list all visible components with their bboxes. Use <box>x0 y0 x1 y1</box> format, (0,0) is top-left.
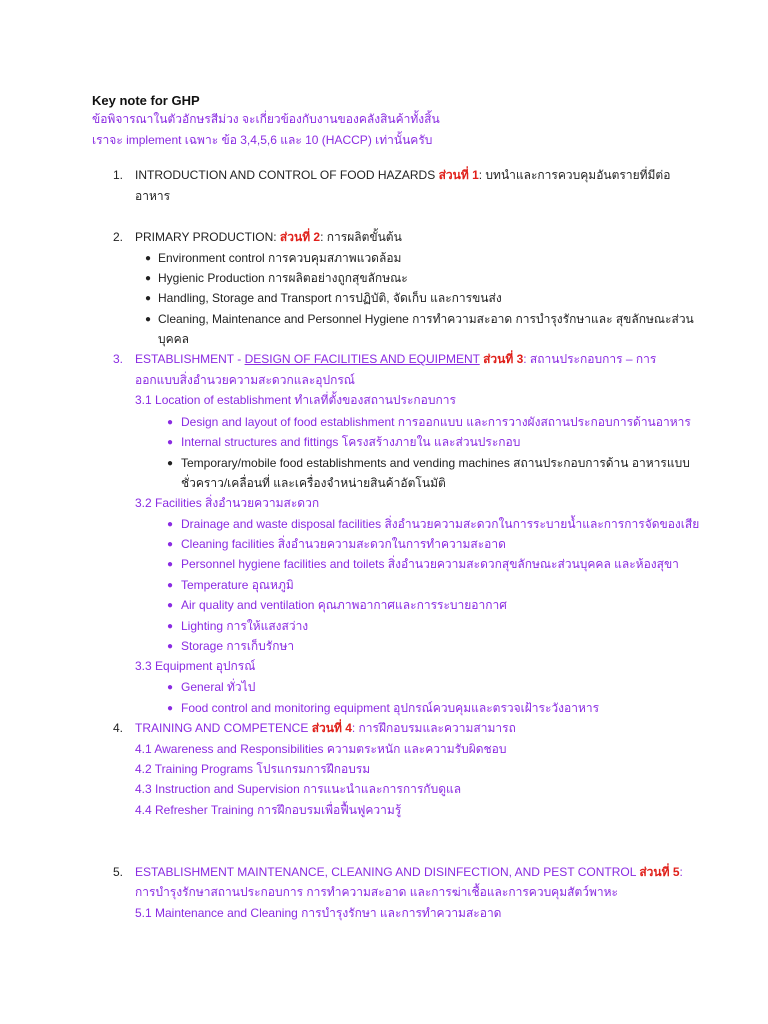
subsection-5-1: 5.1 Maintenance and Cleaning การบำรุงรักษา และการทำความสะอาด <box>135 906 502 920</box>
section-2-part: ส่วนที่ 2 <box>279 230 321 244</box>
section-4-title: TRAINING AND COMPETENCE <box>135 721 312 735</box>
section-3-desc: : สถานประกอบการ – การ <box>523 352 657 366</box>
list-item: General ทั่วไป <box>181 680 256 694</box>
section-4-desc: : การฝึกอบรมและความสามารถ <box>351 721 516 735</box>
section-2-desc: : การผลิตขั้นต้น <box>320 230 402 244</box>
list-item: Food control and monitoring equipment อุปกรณ์ควบคุมและตรวจเฝ้าระวังอาหาร <box>181 701 600 715</box>
list-item: Air quality and ventilation คุณภาพอากาศและการระบายอากาศ <box>181 598 507 612</box>
list-item: Hygienic Production การผลิตอย่างถูกสุขลักษณะ <box>158 271 408 285</box>
list-item: Internal structures and fittings โครงสร้างภายใน และส่วนประกอบ <box>181 435 521 449</box>
subsection-3-2: 3.2 Facilities สิ่งอำนวยความสะดวก <box>135 496 320 510</box>
section-4-heading <box>135 719 516 737</box>
section-1-title: INTRODUCTION AND CONTROL OF FOOD HAZARDS <box>135 168 439 182</box>
list-item: Temporary/mobile food establishments and vending machines สถานประกอบการด้าน อาหารแบบ <box>181 456 690 470</box>
section-5-title: ESTABLISHMENT MAINTENANCE, CLEANING AND DISINFECTION, AND PEST CONTROL <box>135 865 640 879</box>
section-4-number: 4. <box>113 721 124 735</box>
intro-note-1: ข้อพิจารณาในตัวอักษรสีม่วง จะเกี่ยวข้องกับงานของคลังสินค้าทั้งสิ้น <box>92 112 440 126</box>
bullet-icon: ● <box>167 682 174 693</box>
section-4-part: ส่วนที่ 4 <box>311 721 352 735</box>
list-item: Personnel hygiene facilities and toilets สิ่งอำนวยความสะดวกสุขลักษณะส่วนบุคคล และห้องสุขา <box>181 557 679 571</box>
section-3-heading <box>135 350 656 368</box>
section-1-desc-cont: อาหาร <box>135 189 171 203</box>
bullet-icon: ● <box>145 314 152 325</box>
section-1-desc: : บทนำและการควบคุมอันตรายที่มีต่อ <box>478 168 671 182</box>
bullet-icon: ● <box>145 273 152 284</box>
bullet-icon: ● <box>167 621 174 632</box>
bullet-icon: ● <box>167 458 174 469</box>
bullet-icon: ● <box>167 437 174 448</box>
section-2-title: PRIMARY PRODUCTION: <box>135 230 280 244</box>
list-item-cont: ชั่วคราว/เคลื่อนที่ และเครื่องจำหน่ายสินค้าอัตโนมัติ <box>181 476 446 490</box>
subsection-3-1: 3.1 Location of establishment ทำเลที่ตั้งของสถานประกอบการ <box>135 393 456 407</box>
bullet-icon: ● <box>167 417 174 428</box>
bullet-icon: ● <box>167 600 174 611</box>
bullet-icon: ● <box>167 703 174 714</box>
bullet-icon: ● <box>145 293 152 304</box>
section-3-number: 3. <box>113 352 124 366</box>
section-2-number: 2. <box>113 230 124 244</box>
subsection-3-3: 3.3 Equipment อุปกรณ์ <box>135 659 256 673</box>
subsection-4-2: 4.2 Training Programs โปรแกรมการฝึกอบรม <box>135 762 371 776</box>
section-1-part: ส่วนที่ 1 <box>438 168 479 182</box>
subsection-4-1: 4.1 Awareness and Responsibilities ความตระหนัก และความรับผิดชอบ <box>135 742 507 756</box>
list-item: Drainage and waste disposal facilities สิ่งอำนวยความสะดวกในการระบายน้ำและการการจัดของเสีย <box>181 517 700 531</box>
subsection-4-4: 4.4 Refresher Training การฝึกอบรมเพื่อฟื้นฟูความรู้ <box>135 803 402 817</box>
list-item: Design and layout of food establishment การออกแบบ และการวางผังสถานประกอบการด้านอาหาร <box>181 415 691 429</box>
list-item: Environment control การควบคุมสภาพแวดล้อม <box>158 251 402 265</box>
list-item: Storage การเก็บรักษา <box>181 639 295 653</box>
list-item: Cleaning facilities สิ่งอำนวยความสะดวกในการทำความสะอาด <box>181 537 506 551</box>
doc-title: Key note for GHP <box>92 93 200 108</box>
list-item: Lighting การให้แสงสว่าง <box>181 619 309 633</box>
list-item-cont: บุคคล <box>158 332 190 346</box>
section-5-desc-cont: การบำรุงรักษาสถานประกอบการ การทำความสะอาด และการฆ่าเชื้อและการควบคุมสัตว์พาหะ <box>135 885 618 899</box>
list-item: Handling, Storage and Transport การปฏิบัติ, จัดเก็บ และการขนส่ง <box>158 291 502 305</box>
bullet-icon: ● <box>167 580 174 591</box>
bullet-icon: ● <box>145 253 152 264</box>
section-3-title-a: ESTABLISHMENT - <box>135 352 245 366</box>
bullet-icon: ● <box>167 539 174 550</box>
bullet-icon: ● <box>167 519 174 530</box>
bullet-icon: ● <box>167 641 174 652</box>
section-3-title-link: DESIGN OF FACILITIES AND EQUIPMENT <box>244 352 480 366</box>
section-5-part: ส่วนที่ 5 <box>639 865 680 879</box>
bullet-icon: ● <box>167 559 174 570</box>
section-2-heading <box>135 228 402 246</box>
list-item: Temperature อุณหภูมิ <box>181 578 294 592</box>
section-3-desc-cont: ออกแบบสิ่งอำนวยความสะดวกและอุปกรณ์ <box>135 373 355 387</box>
section-1-number: 1. <box>113 168 124 182</box>
list-item: Cleaning, Maintenance and Personnel Hygiene การทำความสะอาด การบำรุงรักษาและ สุขลักษณะส่วน <box>158 312 694 326</box>
section-5-heading <box>135 863 683 881</box>
section-3-part: ส่วนที่ 3 <box>483 352 524 366</box>
subsection-4-3: 4.3 Instruction and Supervision การแนะนำและการการกับดูแล <box>135 782 462 796</box>
section-1-heading <box>135 166 670 184</box>
intro-note-2: เราจะ implement เฉพาะ ข้อ 3,4,5,6 และ 10 (HACCP) เท่านั้นครับ <box>92 133 433 147</box>
section-5-colon: : <box>679 865 683 879</box>
section-5-number: 5. <box>113 865 124 879</box>
